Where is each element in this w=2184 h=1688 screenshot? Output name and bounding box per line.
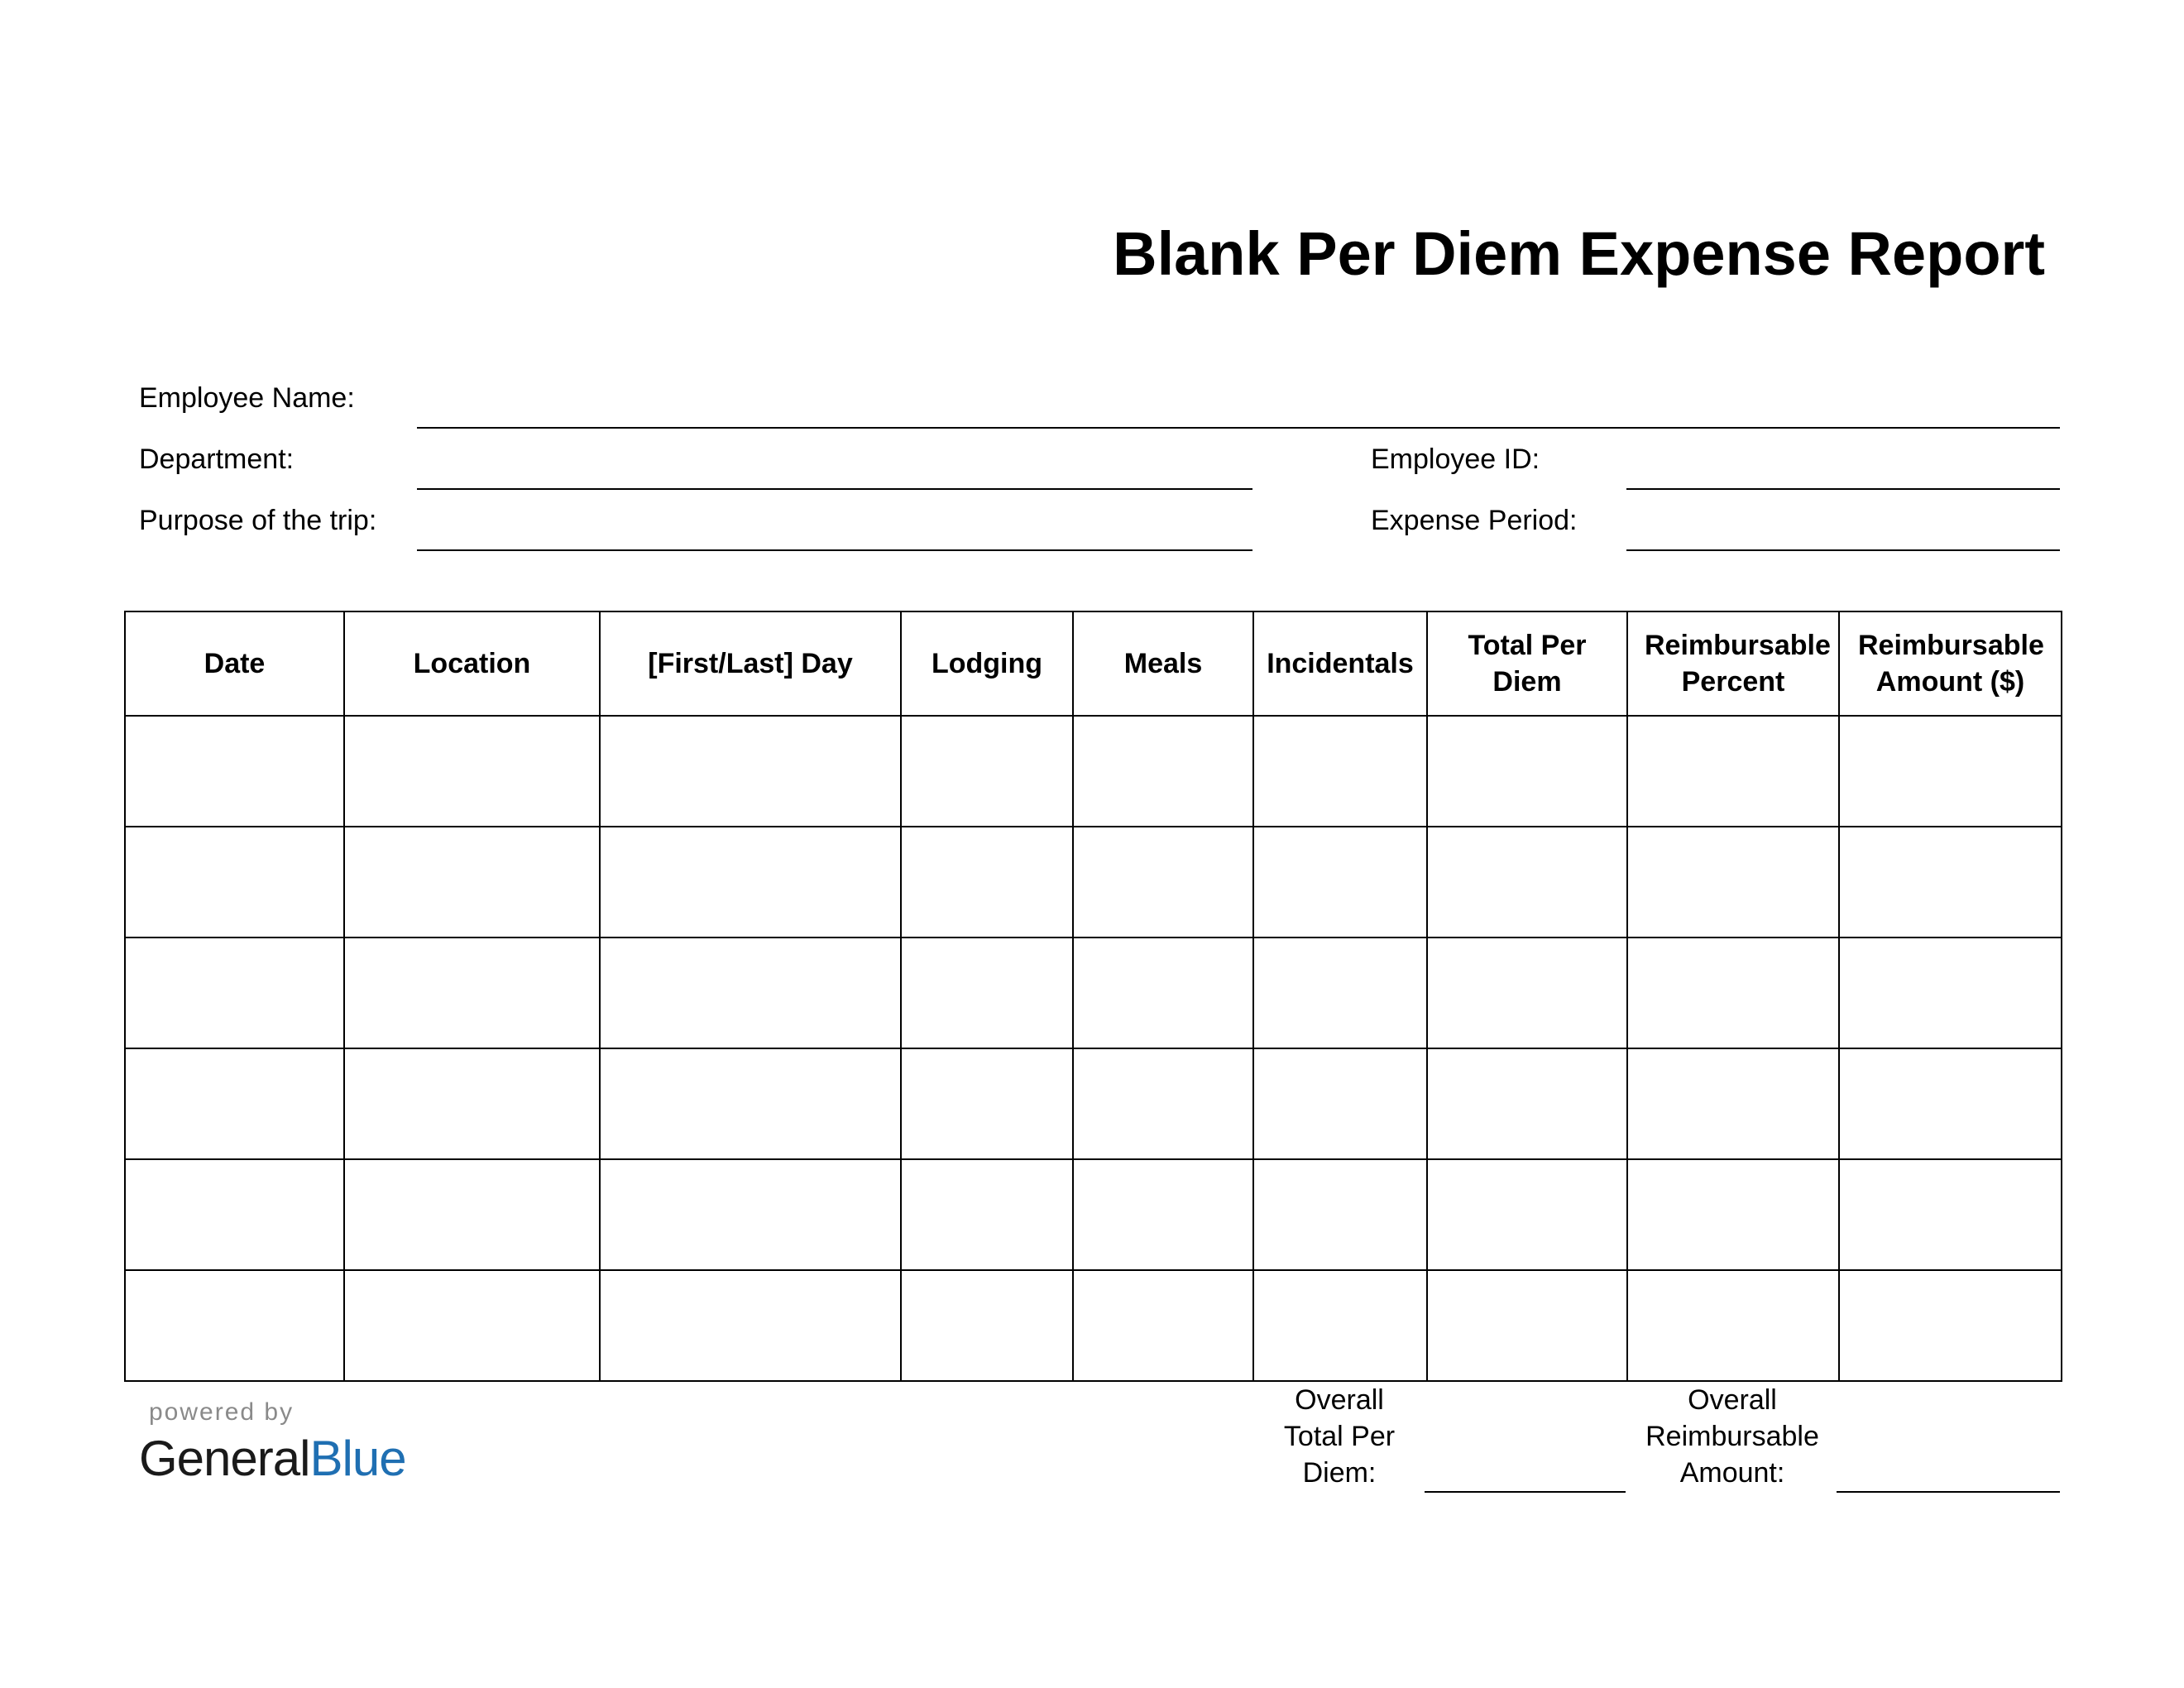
- overall-reimbursable-label-line: Amount:: [1679, 1457, 1785, 1489]
- table-cell[interactable]: [1627, 1159, 1839, 1270]
- table-cell[interactable]: [1073, 938, 1253, 1048]
- table-cell[interactable]: [600, 1159, 901, 1270]
- column-header-lodging: Lodging: [901, 611, 1073, 716]
- table-cell[interactable]: [125, 1159, 344, 1270]
- table-cell[interactable]: [1253, 1270, 1427, 1381]
- page-title: Blank Per Diem Expense Report: [1113, 219, 2045, 288]
- department-label: Department:: [139, 444, 295, 475]
- table-cell[interactable]: [600, 938, 901, 1048]
- table-row: [125, 1270, 2062, 1381]
- table-cell[interactable]: [1427, 1270, 1627, 1381]
- table-cell[interactable]: [1073, 1048, 1253, 1159]
- table-cell[interactable]: [1839, 1270, 2062, 1381]
- table-row: [125, 1048, 2062, 1159]
- column-header-total-per-diem: Total Per Diem: [1427, 611, 1627, 716]
- column-header-meals: Meals: [1073, 611, 1253, 716]
- table-cell[interactable]: [1073, 1270, 1253, 1381]
- table-cell[interactable]: [1839, 827, 2062, 938]
- table-cell[interactable]: [901, 938, 1073, 1048]
- table-cell[interactable]: [1253, 1048, 1427, 1159]
- table-cell[interactable]: [125, 1270, 344, 1381]
- table-cell[interactable]: [1427, 716, 1627, 827]
- table-cell[interactable]: [901, 827, 1073, 938]
- purpose-field[interactable]: [417, 549, 1252, 551]
- table-cell[interactable]: [344, 827, 600, 938]
- table-cell[interactable]: [344, 1048, 600, 1159]
- table-row: [125, 716, 2062, 827]
- table-cell[interactable]: [1073, 716, 1253, 827]
- overall-reimbursable-amount-label: [1626, 1382, 1838, 1491]
- table-cell[interactable]: [1627, 938, 1839, 1048]
- column-header-date: Date: [125, 611, 344, 716]
- powered-by-text: powered by: [149, 1398, 295, 1426]
- table-cell[interactable]: [600, 716, 901, 827]
- department-field[interactable]: [417, 488, 1252, 490]
- employee-name-field[interactable]: [417, 427, 2060, 429]
- table-row: [125, 827, 2062, 938]
- column-header-reimbursable-amount: Reimbursable Amount ($): [1839, 611, 2062, 716]
- table-cell[interactable]: [1253, 1159, 1427, 1270]
- table-cell[interactable]: [1627, 1048, 1839, 1159]
- overall-total-label-line: Diem:: [1302, 1457, 1377, 1489]
- employee-id-field[interactable]: [1626, 488, 2060, 490]
- table-cell[interactable]: [1073, 1159, 1253, 1270]
- expense-period-field[interactable]: [1626, 549, 2060, 551]
- table-cell[interactable]: [1073, 827, 1253, 938]
- table-cell[interactable]: [1427, 827, 1627, 938]
- table-cell[interactable]: [125, 716, 344, 827]
- table-cell[interactable]: [1839, 1048, 2062, 1159]
- employee-id-label: Employee ID:: [1371, 444, 1540, 475]
- overall-reimbursable-amount-field[interactable]: [1837, 1491, 2060, 1493]
- table-cell[interactable]: [1839, 1159, 2062, 1270]
- brand-blue-text: Blue: [309, 1431, 406, 1486]
- table-cell[interactable]: [600, 1270, 901, 1381]
- table-cell[interactable]: [344, 1159, 600, 1270]
- table-cell[interactable]: [1253, 938, 1427, 1048]
- table-cell[interactable]: [1839, 716, 2062, 827]
- overall-reimbursable-label-line: Reimbursable: [1645, 1421, 1819, 1452]
- table-cell[interactable]: [600, 1048, 901, 1159]
- table-header-row: [125, 611, 2062, 716]
- table-cell[interactable]: [901, 716, 1073, 827]
- brand-general-text: General: [139, 1431, 310, 1486]
- table-cell[interactable]: [600, 827, 901, 938]
- table-cell[interactable]: [344, 716, 600, 827]
- overall-reimbursable-label-line: Overall: [1688, 1384, 1777, 1416]
- table-cell[interactable]: [1253, 716, 1427, 827]
- column-header-first-last-day: [First/Last] Day: [600, 611, 901, 716]
- table-cell[interactable]: [901, 1048, 1073, 1159]
- table-cell[interactable]: [1427, 1159, 1627, 1270]
- table-cell[interactable]: [901, 1159, 1073, 1270]
- table-cell[interactable]: [125, 827, 344, 938]
- table-cell[interactable]: [344, 938, 600, 1048]
- table-cell[interactable]: [344, 1270, 600, 1381]
- table-cell[interactable]: [1253, 827, 1427, 938]
- table-row: [125, 1159, 2062, 1270]
- table-cell[interactable]: [1627, 1270, 1839, 1381]
- table-cell[interactable]: [125, 1048, 344, 1159]
- column-header-incidentals: Incidentals: [1253, 611, 1427, 716]
- table-cell[interactable]: [1627, 716, 1839, 827]
- column-header-reimbursable-percent: Reimbursable Percent: [1627, 611, 1839, 716]
- overall-total-per-diem-label: [1279, 1382, 1400, 1491]
- expense-table: [124, 611, 2062, 1382]
- table-cell[interactable]: [901, 1270, 1073, 1381]
- table-row: [125, 938, 2062, 1048]
- table-cell[interactable]: [125, 938, 344, 1048]
- overall-total-label-line: Overall: [1295, 1384, 1384, 1416]
- table-cell[interactable]: [1427, 938, 1627, 1048]
- overall-total-label-line: Total Per: [1283, 1421, 1396, 1452]
- table-cell[interactable]: [1839, 938, 2062, 1048]
- generalblue-logo: [139, 1430, 406, 1487]
- employee-name-label: Employee Name:: [139, 382, 355, 414]
- purpose-label: Purpose of the trip:: [139, 505, 377, 536]
- expense-period-label: Expense Period:: [1371, 505, 1578, 536]
- table-cell[interactable]: [1427, 1048, 1627, 1159]
- table-cell[interactable]: [1627, 827, 1839, 938]
- column-header-location: Location: [344, 611, 600, 716]
- overall-total-per-diem-field[interactable]: [1425, 1491, 1626, 1493]
